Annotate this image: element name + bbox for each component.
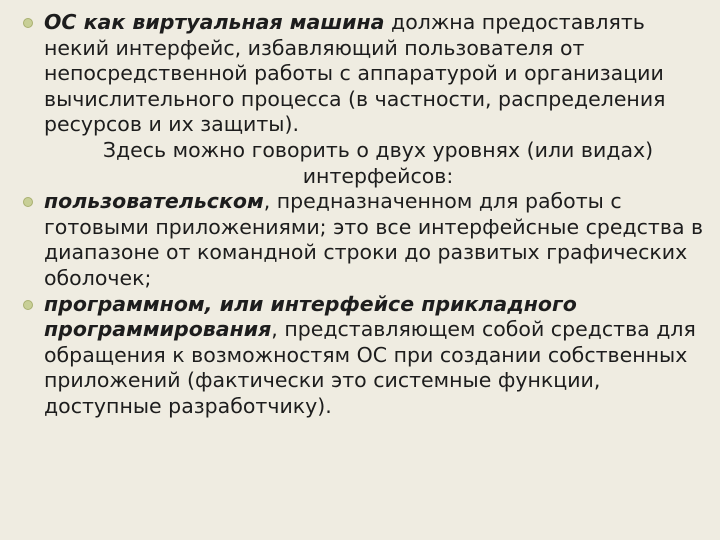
bullet-emphasis: пользовательском <box>44 189 264 214</box>
bullet-circle-icon <box>23 197 33 207</box>
interface-levels-note: Здесь можно говорить о двух уровнях (или видах) интерфейсов: <box>102 137 654 188</box>
bullet-text: , представляющем собой средства для обращения к возможностям ОС при создании собственных приложений (фактически это системные функции, доступные разработчику). <box>44 317 696 418</box>
bullet-os-virtual-machine <box>22 10 712 138</box>
bullet-text: , предназначенном для работы с готовыми приложениями; это все интерфейсные средства в диапазоне от командной строки до развитых графических оболочек; <box>44 189 704 290</box>
bullet-emphasis: программном, или интерфейсе прикладного программирования <box>44 291 577 342</box>
bullet-text: должна предоставлять некий интерфейс, избавляющий пользователя от непосредственной работы с аппаратурой и организации вычислительного процесса (в частности, распределения ресурсов и их защиты). <box>44 10 666 137</box>
bullet-emphasis: ОС как виртуальная машина <box>44 10 385 34</box>
bullet-circle-icon <box>23 18 33 28</box>
bullet-circle-icon <box>23 300 33 310</box>
bullet-programming-interface <box>22 292 712 420</box>
slide-content <box>22 10 712 420</box>
bullet-user-interface <box>22 189 712 291</box>
